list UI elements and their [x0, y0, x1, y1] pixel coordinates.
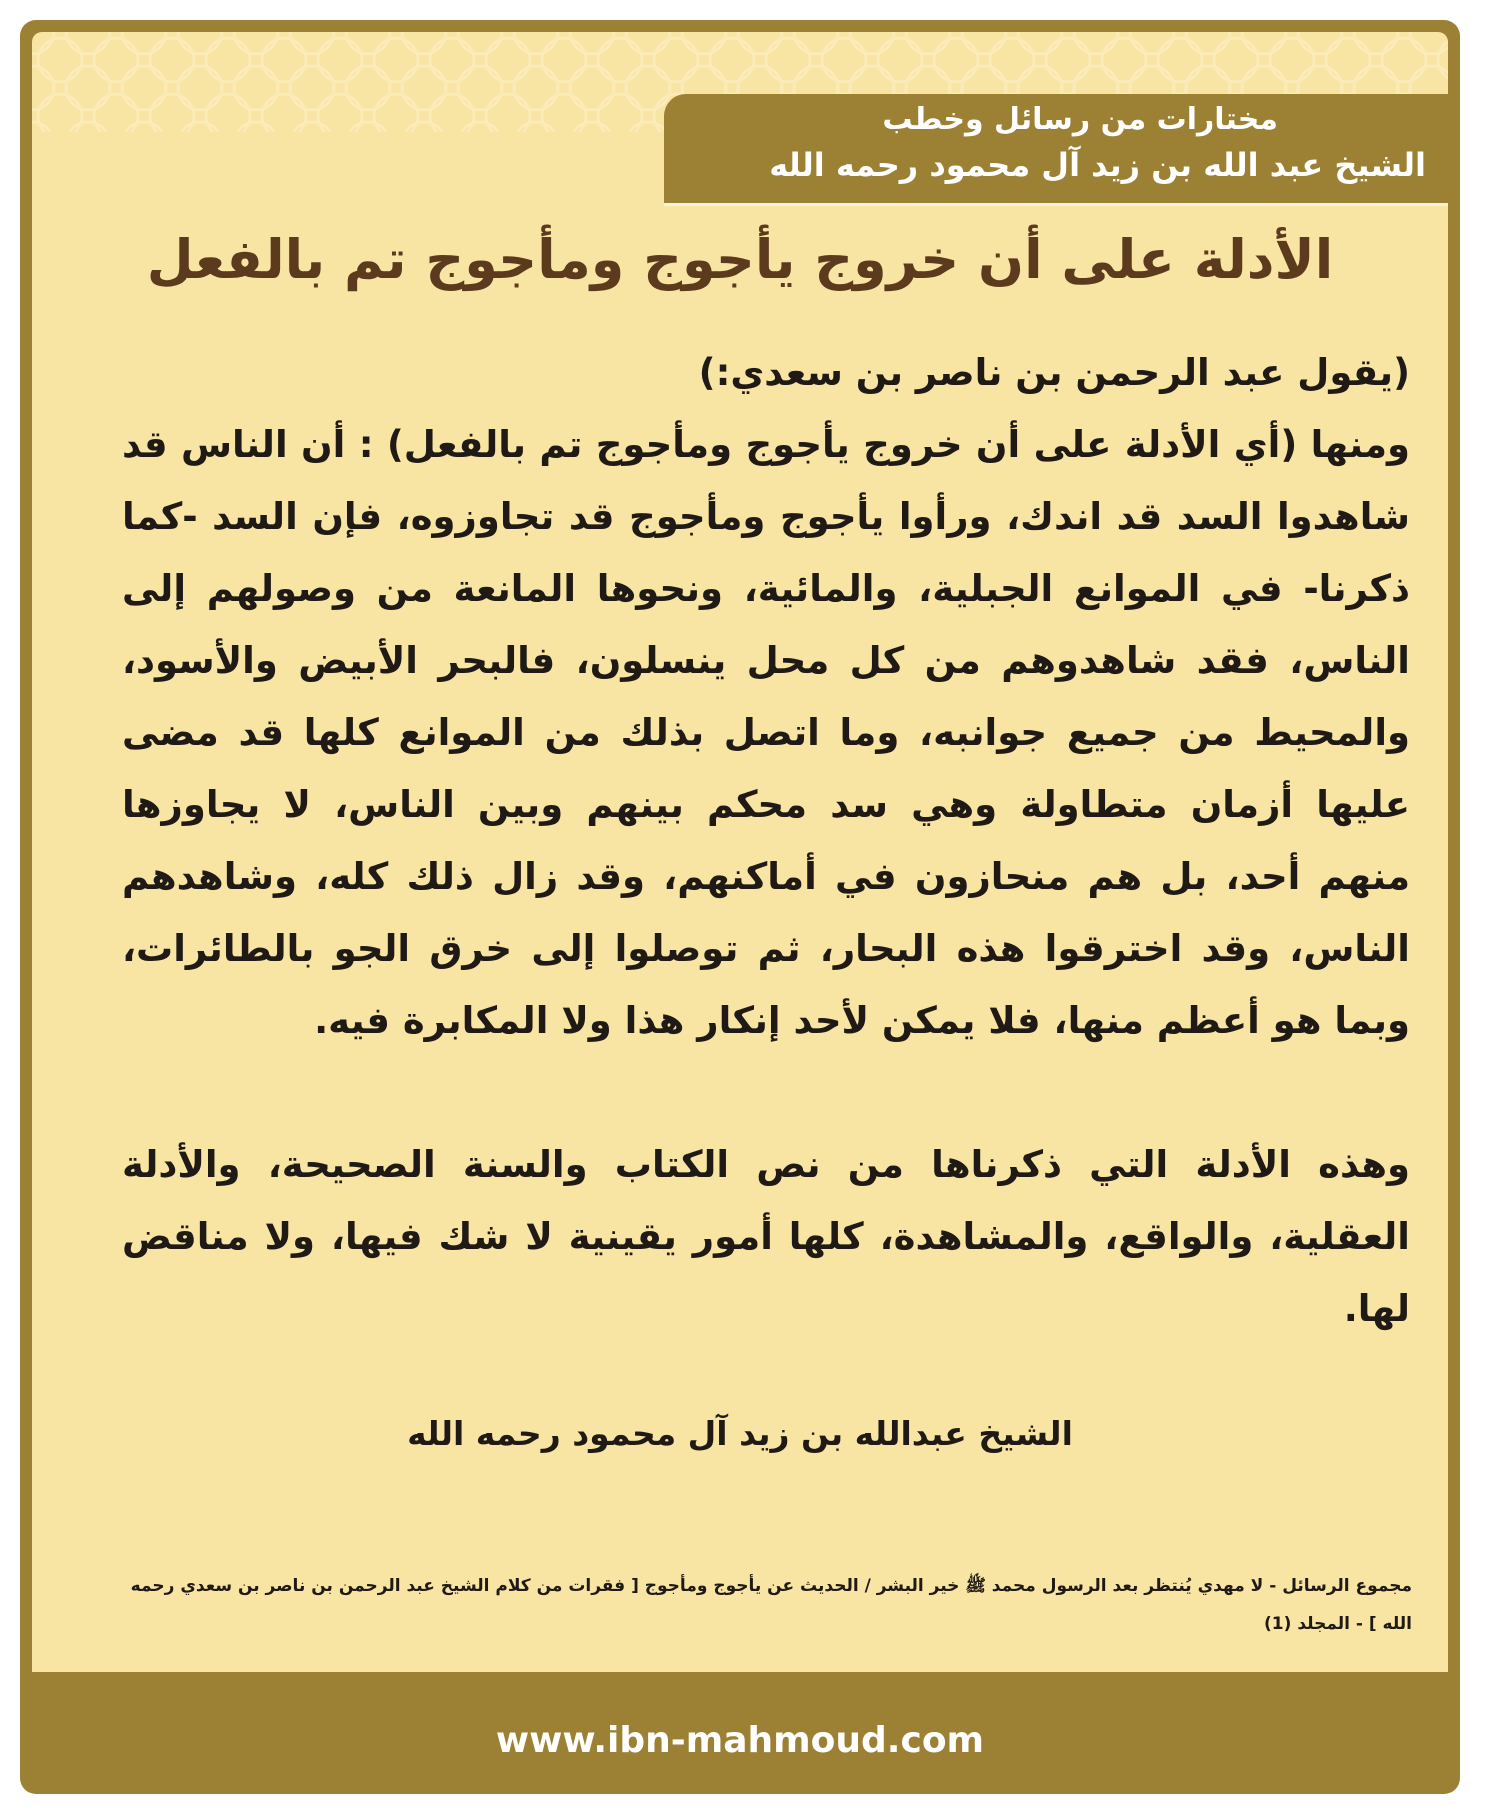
poster-frame — [20, 20, 1460, 1794]
intro-line: (يقول عبد الرحمن بن ناصر بن سعدي:) — [698, 351, 1410, 394]
article-title: الأدلة على أن خروج يأجوج ومأجوج تم بالفعل — [146, 228, 1334, 291]
source-reference: مجموع الرسائل - لا مهدي يُنتظر بعد الرسول محمد ﷺ خير البشر / الحديث عن يأجوج ومأجوج [ فقرات من كلام الشيخ عبد الرحمن بن ناصر بن سعدي رحمه الله ] - المجلد (1) — [130, 1576, 1412, 1634]
header-banner — [664, 94, 1448, 206]
signature: الشيخ عبدالله بن زيد آل محمود رحمه الله — [407, 1414, 1073, 1453]
content-panel — [32, 32, 1448, 1672]
series-title: مختارات من رسائل وخطب — [882, 102, 1278, 137]
article-body — [122, 337, 1410, 1345]
paragraph-1: ومنها (أي الأدلة على أن خروج يأجوج ومأجوج تم بالفعل) : أن الناس قد شاهدوا السد قد اندك، ورأوا يأجوج ومأجوج قد تجاوزوه، فإن السد -كما ذكرنا- في الموانع الجبلية، والمائية، ونحوها المانعة من وصولهم إلى الناس، فقد شاهدوهم من كل محل ينسلون، فالبحر الأبيض والأسود، والمحيط من جميع جوانبه، وما اتصل بذلك من الموانع كلها قد مضى عليها أزمان متطاولة وهي سد محكم بينهم وبين الناس، لا يجاوزها منهم أحد، بل هم منحازون في أماكنهم، وقد زال ذلك كله، وشاهدهم الناس، وقد اخترقوا هذه البحار، ثم توصلوا إلى خرق الجو بالطائرات، وبما هو أعظم منها، فلا يمكن لأحد إنكار هذا ولا المكابرة فيه. — [122, 423, 1410, 1042]
website-url[interactable]: www.ibn-mahmoud.com — [495, 1720, 985, 1761]
author-name: الشيخ عبد الله بن زيد آل محمود رحمه الله — [769, 146, 1426, 184]
paragraph-2: وهذه الأدلة التي ذكرناها من نص الكتاب والسنة الصحيحة، والأدلة العقلية، والواقع، والمشاهدة، كلها أمور يقينية لا شك فيها، ولا مناقض لها. — [122, 1143, 1410, 1330]
